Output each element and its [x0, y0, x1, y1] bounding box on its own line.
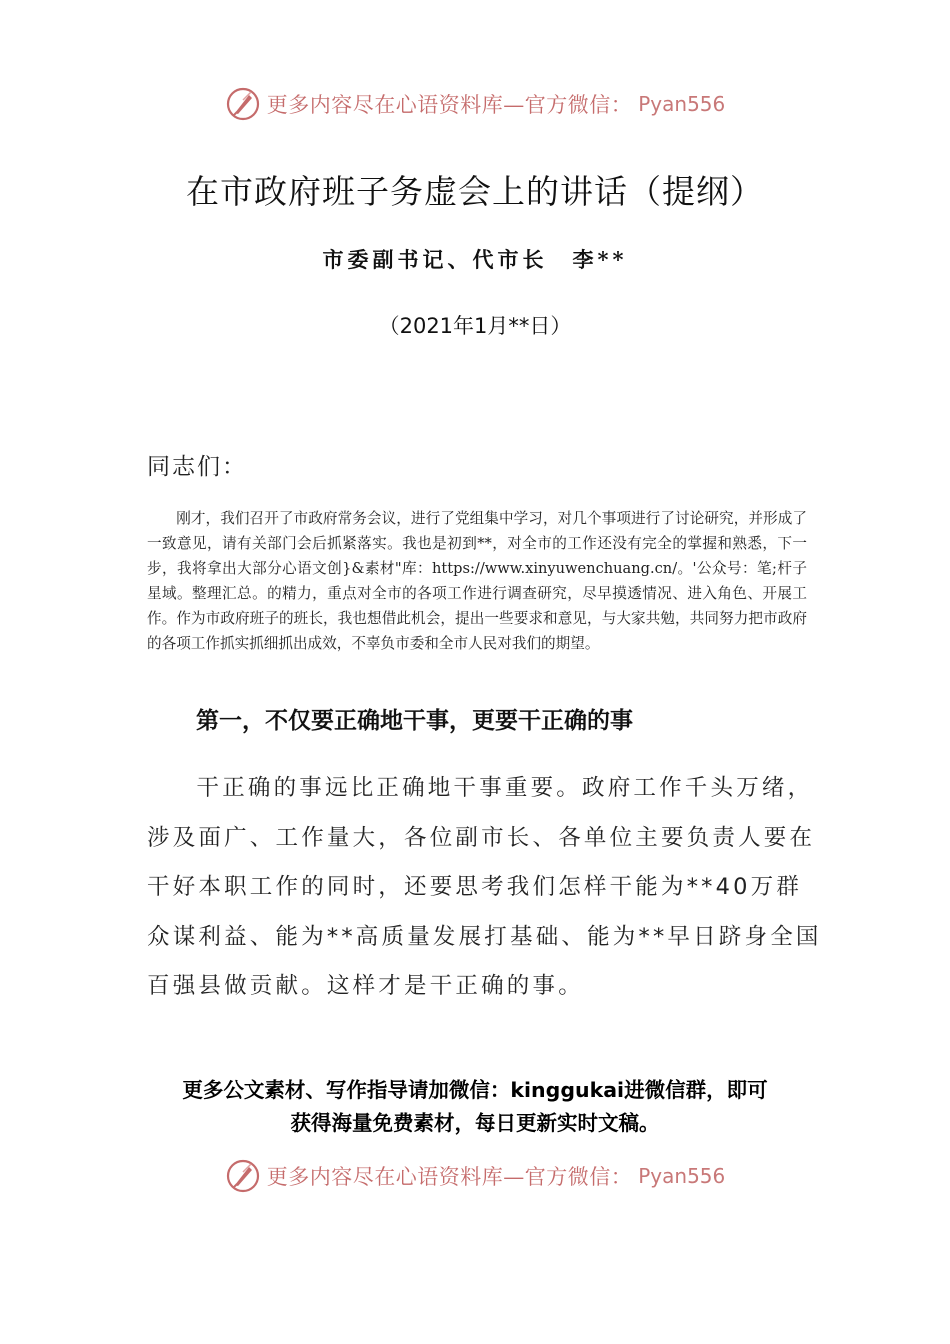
header-banner	[0, 84, 950, 124]
promo-block	[120, 1074, 830, 1140]
quill-pen-logo-icon	[225, 1158, 261, 1194]
promo-line-2: 获得海量免费素材，每日更新实时文稿。	[290, 1111, 660, 1135]
banner-wechat-id: Pyan556	[638, 1164, 726, 1188]
section-heading: 第一，不仅要正确地干事，更要干正确的事	[196, 708, 633, 734]
document-title: 在市政府班子务虚会上的讲话（提纲）	[186, 172, 764, 211]
intro-paragraph: 刚才，我们召开了市政府常务会议，进行了党组集中学习，对几个事项进行了讨论研究，并形成了一致意见，请有关部门会后抓紧落实。我也是初到**，对全市的工作还没有完全的掌握和熟悉，下一步，我将拿出大部分心语文创}&素材"库：https://www.xinyuwenchuang.cn/。'公众号：笔;杆子星域。整理汇总。的精力，重点对全市的各项工作进行调查研究，尽早摸透情况、进入角色、开展工作。作为市政府班子的班长，我也想借此机会，提出一些要求和意见，与大家共勉，共同努力把市政府的各项工作抓实抓细抓出成效，不辜负市委和全市人民对我们的期望。	[147, 510, 807, 652]
greeting: 同志们：	[147, 454, 247, 480]
promo-line-1: 更多公文素材、写作指导请加微信：kinggukai进微信群，即可	[182, 1078, 768, 1102]
section-paragraph: 干正确的事远比正确地干事重要。政府工作千头万绪，涉及面广、工作量大，各位副市长、各单位主要负责人要在干好本职工作的同时，还要思考我们怎样干能为**40万群众谋利益、能为**高质量发展打基础、能为**早日跻身全国百强县做贡献。这样才是干正确的事。	[147, 775, 822, 999]
footer-banner	[0, 1156, 950, 1196]
banner-text: 更多内容尽在心语资料库—官方微信：	[266, 1165, 633, 1189]
banner-wechat-id: Pyan556	[638, 92, 726, 116]
document-date: （2021年1月**日）	[378, 314, 572, 338]
banner-text: 更多内容尽在心语资料库—官方微信：	[266, 93, 633, 117]
quill-pen-logo-icon	[225, 86, 261, 122]
document-author: 市委副书记、代市长 李**	[322, 247, 628, 272]
